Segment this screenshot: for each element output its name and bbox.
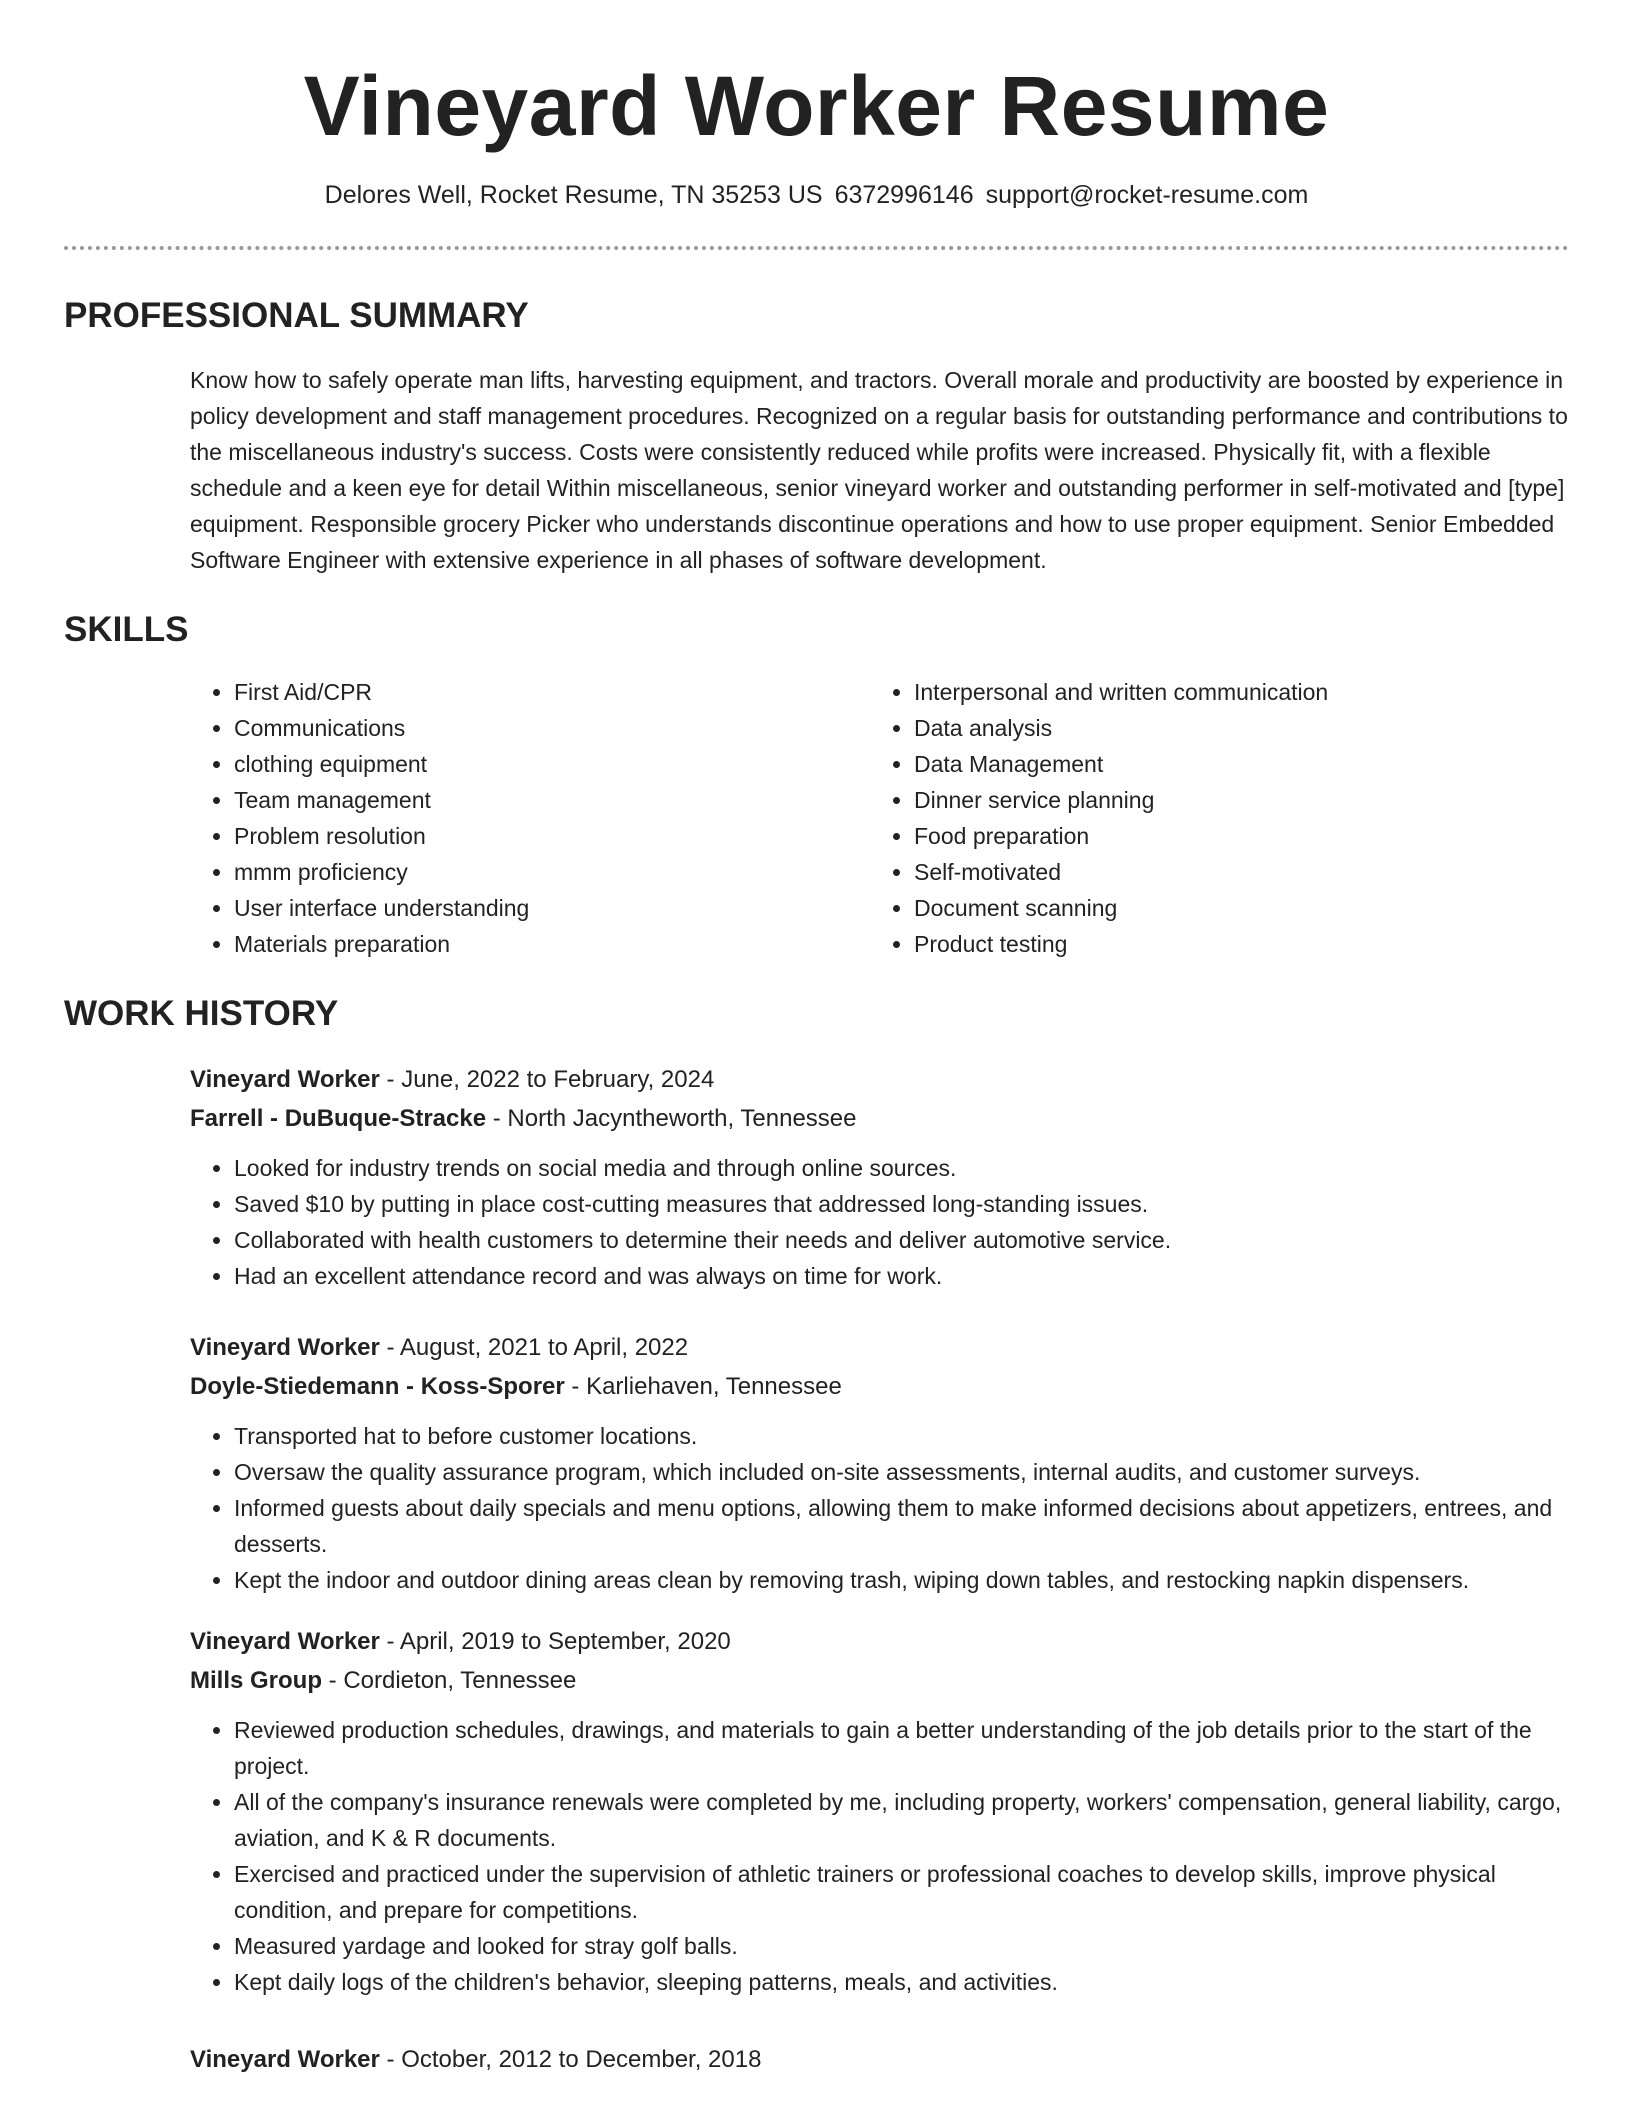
contact-address: Delores Well, Rocket Resume, TN 35253 US — [324, 181, 823, 209]
summary-heading: PROFESSIONAL SUMMARY — [64, 296, 529, 335]
skill-item: • Problem resolution — [234, 818, 870, 854]
work-history-list — [190, 1060, 1569, 2079]
job-title: Vineyard Worker — [190, 2046, 380, 2073]
duty-item: • Saved $10 by putting in place cost-cutting measures that addressed long-standing issues. — [234, 1186, 1569, 1222]
skill-item: • Interpersonal and written communication — [914, 674, 1550, 710]
skill-item: • mmm proficiency — [234, 854, 870, 890]
job-duties — [190, 1150, 1569, 1294]
skills-column-left — [190, 674, 870, 962]
job-location: - North Jacyntheworth, Tennessee — [486, 1105, 857, 1132]
contact-line — [64, 178, 1569, 212]
job-company: Mills Group — [190, 1667, 322, 1694]
skill-item: • Communications — [234, 710, 870, 746]
job-title-line — [190, 2040, 1569, 2079]
skill-item: • Food preparation — [914, 818, 1550, 854]
job-company-line — [190, 1661, 1569, 1700]
contact-phone: 6372996146 — [834, 181, 974, 209]
skill-item: • clothing equipment — [234, 746, 870, 782]
job-dates: - October, 2012 to December, 2018 — [379, 2046, 762, 2073]
job-location: - Cordieton, Tennessee — [322, 1667, 577, 1694]
work-history-heading: WORK HISTORY — [64, 994, 339, 1033]
job-dates: - August, 2021 to April, 2022 — [379, 1334, 689, 1361]
skill-item: • First Aid/CPR — [234, 674, 870, 710]
job-company-line — [190, 1099, 1569, 1138]
job-entry — [190, 1060, 1569, 1294]
job-entry — [190, 2040, 1569, 2079]
skill-item: • Team management — [234, 782, 870, 818]
skills-heading: SKILLS — [64, 610, 189, 649]
job-duties — [190, 1712, 1569, 2000]
duty-item: • Measured yardage and looked for stray golf balls. — [234, 1928, 1569, 1964]
contact-email: support@rocket-resume.com — [985, 181, 1309, 209]
skill-item: • Self-motivated — [914, 854, 1550, 890]
duty-item: • Exercised and practiced under the supervision of athletic trainers or professional coaches to develop skills, improve physical condition, and prepare for competitions. — [234, 1856, 1569, 1928]
skills-list — [190, 674, 1569, 962]
header-divider — [64, 246, 1569, 250]
skill-item: • Document scanning — [914, 890, 1550, 926]
job-title-line — [190, 1328, 1569, 1367]
skill-item: • Materials preparation — [234, 926, 870, 962]
skill-item: • Dinner service planning — [914, 782, 1550, 818]
duty-item: • Had an excellent attendance record and was always on time for work. — [234, 1258, 1569, 1294]
duty-item: • Kept daily logs of the children's behavior, sleeping patterns, meals, and activities. — [234, 1964, 1569, 2000]
job-location: - Karliehaven, Tennessee — [564, 1373, 842, 1400]
job-company: Farrell - DuBuque-Stracke — [190, 1105, 487, 1132]
skill-item: • Product testing — [914, 926, 1550, 962]
duty-item: • Looked for industry trends on social media and through online sources. — [234, 1150, 1569, 1186]
job-title-line — [190, 1060, 1569, 1099]
job-title-line — [190, 1622, 1569, 1661]
skill-item: • Data analysis — [914, 710, 1550, 746]
job-title: Vineyard Worker — [190, 1334, 380, 1361]
skill-item: • Data Management — [914, 746, 1550, 782]
duty-item: • Reviewed production schedules, drawings, and materials to gain a better understanding of the job details prior to the start of the project. — [234, 1712, 1569, 1784]
job-entry — [190, 1622, 1569, 2000]
skill-item: • User interface understanding — [234, 890, 870, 926]
duty-item: • All of the company's insurance renewals were completed by me, including property, workers' compensation, general liability, cargo, aviation, and K & R documents. — [234, 1784, 1569, 1856]
job-company-line — [190, 1367, 1569, 1406]
resume-title: Vineyard Worker Resume — [303, 59, 1330, 153]
job-entry — [190, 1328, 1569, 1598]
skills-column-right — [870, 674, 1550, 962]
job-company: Doyle-Stiedemann - Koss-Sporer — [190, 1373, 565, 1400]
duty-item: • Oversaw the quality assurance program, which included on-site assessments, internal audits, and customer surveys. — [234, 1454, 1569, 1490]
resume-page — [64, 0, 1569, 2079]
duty-item: • Kept the indoor and outdoor dining areas clean by removing trash, wiping down tables, and restocking napkin dispensers. — [234, 1562, 1569, 1598]
job-title: Vineyard Worker — [190, 1628, 380, 1655]
job-dates: - June, 2022 to February, 2024 — [379, 1066, 715, 1093]
job-dates: - April, 2019 to September, 2020 — [379, 1628, 731, 1655]
duty-item: • Informed guests about daily specials and menu options, allowing them to make informed decisions about appetizers, entrees, and desserts. — [234, 1490, 1569, 1562]
duty-item: • Transported hat to before customer locations. — [234, 1418, 1569, 1454]
job-title: Vineyard Worker — [190, 1066, 380, 1093]
job-duties — [190, 1418, 1569, 1598]
duty-item: • Collaborated with health customers to determine their needs and deliver automotive service. — [234, 1222, 1569, 1258]
summary-text: Know how to safely operate man lifts, harvesting equipment, and tractors. Overall morale and productivity are boosted by experience in policy development and staff management procedures. Recognized on a regular basis for outstanding performance and contributions to the miscellaneous industry's success. Costs were consistently reduced while profits were increased. Physically fit, with a flexible schedule and a keen eye for detail Within miscellaneous, senior vineyard worker and outstanding performer in self-motivated and [type] equipment. Responsible grocery Picker who understands discontinue operations and how to use proper equipment. Senior Embedded Software Engineer with extensive experience in all phases of software development. — [190, 367, 1568, 573]
